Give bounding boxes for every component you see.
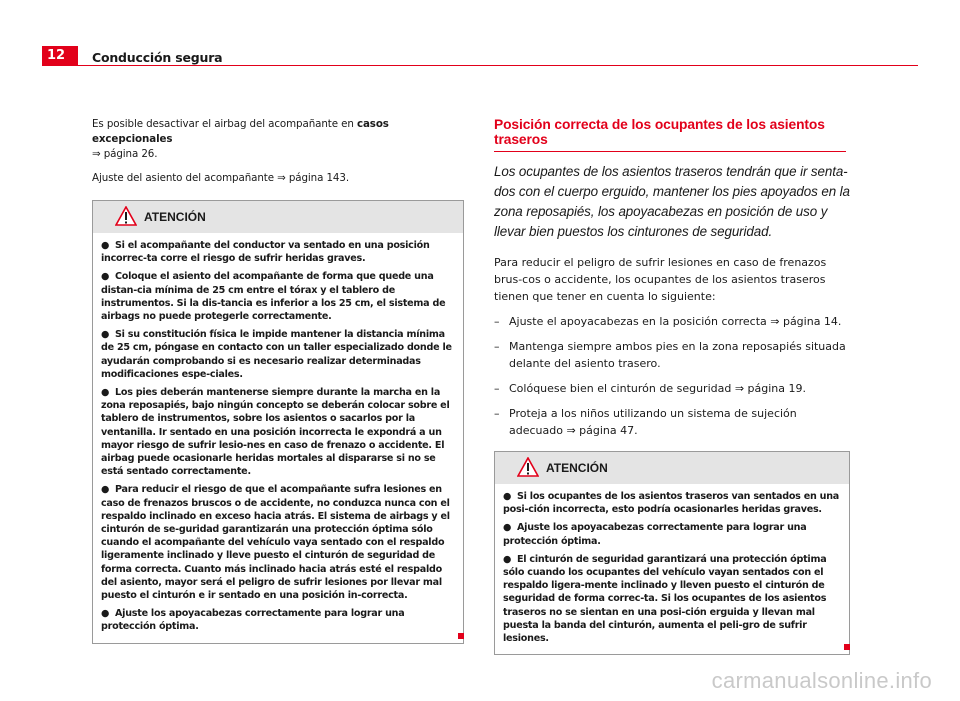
- warning-body: [495, 484, 849, 654]
- warning-item: ● Ajuste los apoyacabezas correctamente para lograr una protección óptima.: [503, 522, 807, 547]
- bullet-icon: ●: [503, 553, 512, 565]
- bullet-icon: ●: [101, 329, 110, 341]
- warning-body: [93, 233, 463, 643]
- warning-item: ● Si los ocupantes de los asientos traseros van sentados en una posi-ción incorrecta, esto podría ocasionarles heridas graves.: [503, 491, 840, 516]
- bullet-icon: ●: [101, 387, 110, 399]
- section-intro: Los ocupantes de los asientos traseros tendrán que ir senta-dos con el cuerpo erguido, mantener los pies apoyados en la zona reposapiés, los apoyacabezas en posición de uso y llevar bien puestos los cinturones de seguridad.: [494, 164, 850, 239]
- warning-header: [495, 452, 849, 484]
- warning-item: ● El cinturón de seguridad garantizará una protección óptima sólo cuando los ocupantes del vehículo vayan sentados con el respaldo ligera-mente inclinado y lleven puesto el cinturón de seguridad de forma correc-ta. Si los ocupantes de los asientos traseros no se sientan en una posi-ción erguida y llevan mal puesta la banda del cinturón, aumenta el peli-gro de sufrir lesiones.: [503, 553, 827, 645]
- header-divider: [78, 65, 918, 66]
- list-item: – Colóquese bien el cinturón de seguridad ⇒ página 19.: [494, 382, 807, 395]
- note-bold: casos excepcionales: [92, 118, 389, 145]
- list-item: – Mantenga siempre ambos pies en la zona reposapiés situada delante del asiento trasero.: [494, 340, 846, 370]
- bullet-icon: ●: [101, 240, 110, 251]
- page-header: [0, 0, 960, 70]
- section-divider: [494, 151, 846, 152]
- watermark: carmanualsonline.info: [711, 668, 932, 693]
- warning-item: ● Para reducir el riesgo de que el acompañante sufra lesiones en caso de frenazos bruscos o de accidente, no conduzca nunca con el respaldo inclinado en exceso hacia atrás. El sistema de airbags y el cinturón de se-guridad garantizarán una protección óptima sólo cuando el acompañante del vehículo vaya sentado con el respaldo ligeramente inclinado y lleve puesto el cinturón de seguridad de forma correcta. Cuanto más inclinado hacia atrás esté el respaldo del asiento, mayor será el peligro de sufrir lesiones por llevar mal puesto el cinturón e ir sentado en una posición in-correcta.: [101, 484, 450, 602]
- bullet-icon: ●: [101, 608, 110, 620]
- seat-adjustment-note[interactable]: Ajuste del asiento del acompañante ⇒ página 143.: [92, 172, 349, 184]
- page-number: 12: [42, 46, 78, 66]
- page-reference-link[interactable]: ⇒ página 26.: [92, 148, 158, 160]
- airbag-deactivation-note: [92, 117, 464, 162]
- warning-header: [93, 201, 463, 233]
- warning-triangle-icon: [115, 206, 137, 226]
- dash-marker: –: [494, 315, 500, 328]
- list-item: – Ajuste el apoyacabezas en la posición correcta ⇒ página 14.: [494, 315, 842, 328]
- warning-triangle-icon: [517, 457, 539, 477]
- dash-marker: –: [494, 382, 500, 395]
- bullet-icon: ●: [503, 491, 512, 502]
- warning-title: ATENCIÓN: [144, 210, 206, 224]
- section-paragraph: Para reducir el peligro de sufrir lesiones en caso de frenazos brus-cos o accidente, los ocupantes de los asientos traseros tienen que tener en cuenta lo siguiente:: [494, 256, 827, 303]
- dash-marker: –: [494, 407, 500, 420]
- right-column: [494, 117, 850, 655]
- list-item: – Proteja a los niños utilizando un sistema de sujeción adecuado ⇒ página 47.: [494, 407, 797, 437]
- dash-marker: –: [494, 340, 500, 353]
- warning-item: ● Si su constitución física le impide mantener la distancia mínima de 25 cm, póngase en contacto con un taller especializado donde le ayudarán comprobando si es necesario realizar determinadas modificaciones espe-ciales.: [101, 329, 452, 380]
- section-end-marker: [458, 633, 464, 639]
- bullet-icon: ●: [101, 271, 110, 283]
- warning-item: ● Ajuste los apoyacabezas correctamente para lograr una protección óptima.: [101, 608, 405, 633]
- warning-box-left: [92, 200, 464, 644]
- warning-box-right: [494, 451, 850, 655]
- note-text: Es posible desactivar el airbag del acompañante en: [92, 118, 357, 130]
- warning-item: ● Si el acompañante del conductor va sentado en una posición incorrec-ta corre el riesgo de sufrir heridas graves.: [101, 240, 430, 265]
- warning-item: ● Los pies deberán mantenerse siempre durante la marcha en la zona reposapiés, bajo ningún concepto se deberán colocar sobre el tablero de instrumentos, sobre los asientos o sacarlos por la ventanilla. Ir sentado en una posición incorrecta le expondrá a un mayor riesgo de sufrir lesio-nes en caso de frenazo o accidente. El airbag puede ocasionarle heridas mortales al dispararse si no se está sentado correctamente.: [101, 387, 450, 478]
- section-title: Posición correcta de los ocupantes de los asientos traseros: [494, 117, 825, 147]
- bullet-icon: ●: [101, 484, 110, 496]
- warning-title: ATENCIÓN: [546, 461, 608, 475]
- warning-item: ● Coloque el asiento del acompañante de forma que quede una distan-cia mínima de 25 cm entre el tórax y el tablero de instrumentos. Si la dis-tancia es inferior a los 25 cm, el sistema de airbags no puede protegerle correctamente.: [101, 271, 446, 323]
- left-column: [92, 117, 464, 644]
- bullet-icon: ●: [503, 522, 512, 534]
- chapter-title: Conducción segura: [92, 50, 223, 65]
- section-end-marker: [844, 644, 850, 650]
